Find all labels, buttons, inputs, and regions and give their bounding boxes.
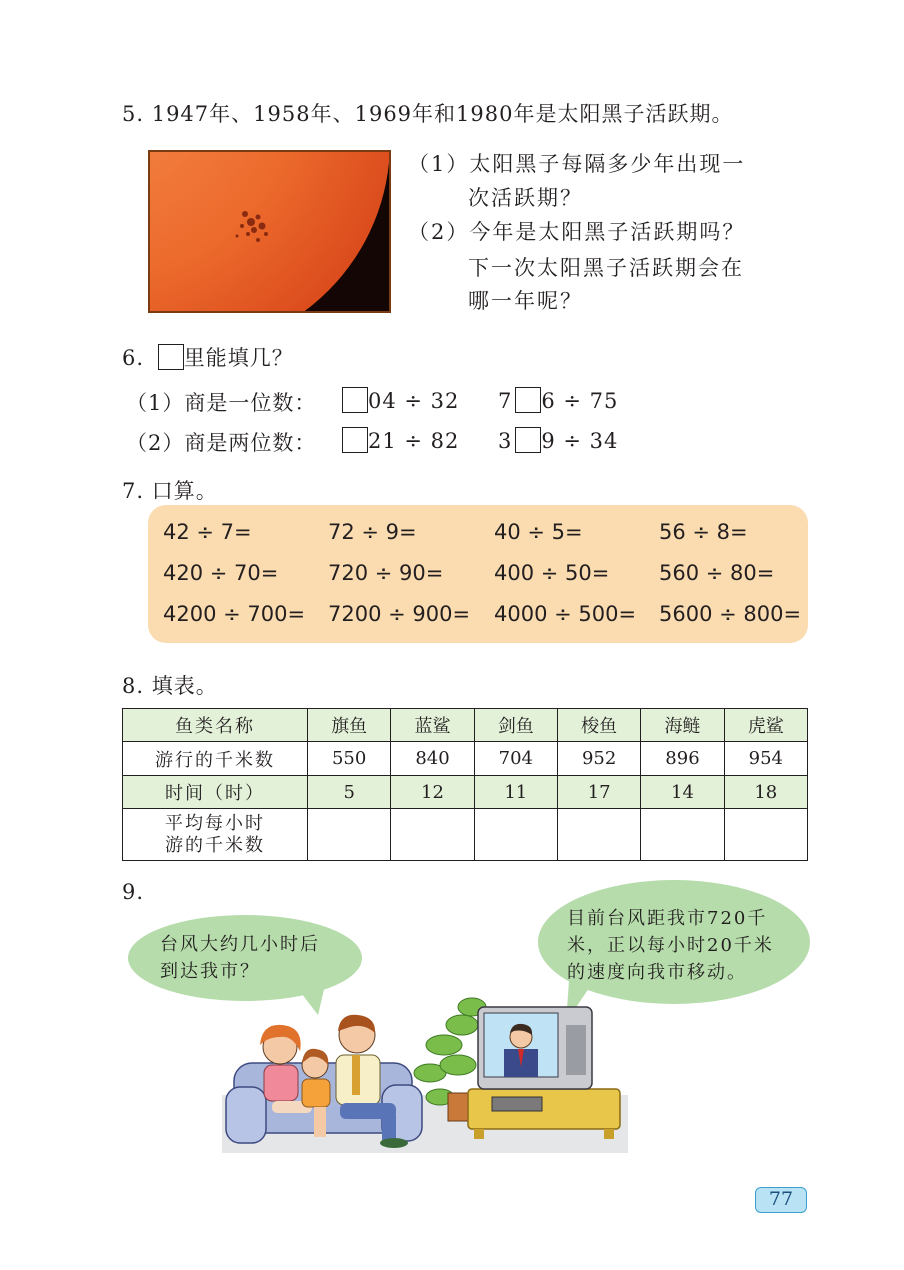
q5-sub1-line2: 次活跃期？ bbox=[468, 186, 583, 210]
table-cell: 550 bbox=[308, 742, 391, 776]
q6-row-2-b: 3 9 ÷ 34 bbox=[498, 429, 619, 453]
table-cell: 18 bbox=[724, 776, 807, 809]
table-cell: 海鲢 bbox=[641, 709, 724, 742]
q6-title-num: 6. bbox=[122, 346, 145, 370]
calc-item: 56 ÷ 8= bbox=[659, 520, 748, 544]
table-cell: 12 bbox=[391, 776, 474, 809]
calc-item: 720 ÷ 90= bbox=[328, 561, 444, 585]
q5-sub2-line3: 哪一年呢？ bbox=[468, 289, 583, 313]
table-cell: 梭鱼 bbox=[557, 709, 640, 742]
table-cell: 剑鱼 bbox=[474, 709, 557, 742]
q5-sub1-line1: （1）太阳黑子每隔多少年出现一 bbox=[408, 152, 746, 176]
table-cell: 虎鲨 bbox=[724, 709, 807, 742]
q6-row-1-b: 7 6 ÷ 75 bbox=[498, 389, 619, 413]
right-bubble-line2: 米，正以每小时20千米 bbox=[567, 935, 774, 956]
q8-title: 8. 填表。 bbox=[122, 674, 218, 698]
q6-row-2-a: 21 ÷ 82 bbox=[342, 427, 459, 453]
table-cell: 时间（时） bbox=[123, 776, 308, 809]
calc-item: 72 ÷ 9= bbox=[328, 520, 417, 544]
calc-item: 7200 ÷ 900= bbox=[328, 602, 471, 626]
table-cell: 954 bbox=[724, 742, 807, 776]
table-cell: 平均每小时 游的千米数 bbox=[123, 809, 308, 861]
calc-item: 400 ÷ 50= bbox=[494, 561, 610, 585]
calc-item: 4200 ÷ 700= bbox=[163, 602, 306, 626]
table-cell: 游行的千米数 bbox=[123, 742, 308, 776]
q5-sub2-line2: 下一次太阳黑子活跃期会在 bbox=[468, 256, 744, 280]
q6-row-1-a: 04 ÷ 32 bbox=[342, 387, 459, 413]
table-cell: 704 bbox=[474, 742, 557, 776]
q5-sub2-line1: （2）今年是太阳黑子活跃期吗？ bbox=[408, 220, 746, 244]
table-cell: 11 bbox=[474, 776, 557, 809]
calc-item: 4000 ÷ 500= bbox=[494, 602, 637, 626]
q5-title: 5. 1947年、1958年、1969年和1980年是太阳黑子活跃期。 bbox=[122, 102, 734, 126]
q6-row-label: （2）商是两位数： bbox=[126, 431, 317, 455]
right-bubble-line1: 目前台风距我市720千 bbox=[567, 908, 768, 929]
family-watching-tv-illustration bbox=[222, 985, 628, 1155]
table-cell: 896 bbox=[641, 742, 724, 776]
table-cell: 17 bbox=[557, 776, 640, 809]
calc-item: 42 ÷ 7= bbox=[163, 520, 252, 544]
q7-title: 7. 口算。 bbox=[122, 479, 218, 503]
right-bubble-line3: 的速度向我市移动。 bbox=[567, 962, 747, 983]
calc-item: 40 ÷ 5= bbox=[494, 520, 583, 544]
q6-title-text: 里能填几？ bbox=[183, 346, 294, 370]
q9-title: 9. bbox=[122, 880, 145, 904]
page-number-badge: 77 bbox=[755, 1187, 807, 1213]
q6-row-label: （1）商是一位数： bbox=[126, 391, 317, 415]
table-cell: 5 bbox=[308, 776, 391, 809]
left-bubble-line2: 到达我市？ bbox=[160, 961, 260, 982]
left-bubble-line1: 台风大约几小时后 bbox=[160, 934, 320, 955]
table-cell: 14 bbox=[641, 776, 724, 809]
calc-item: 5600 ÷ 800= bbox=[659, 602, 802, 626]
calc-item: 560 ÷ 80= bbox=[659, 561, 775, 585]
table-cell: 鱼类名称 bbox=[123, 709, 308, 742]
table-cell: 952 bbox=[557, 742, 640, 776]
table-cell: 840 bbox=[391, 742, 474, 776]
table-cell: 旗鱼 bbox=[308, 709, 391, 742]
table-cell: 蓝鲨 bbox=[391, 709, 474, 742]
calc-item: 420 ÷ 70= bbox=[163, 561, 279, 585]
